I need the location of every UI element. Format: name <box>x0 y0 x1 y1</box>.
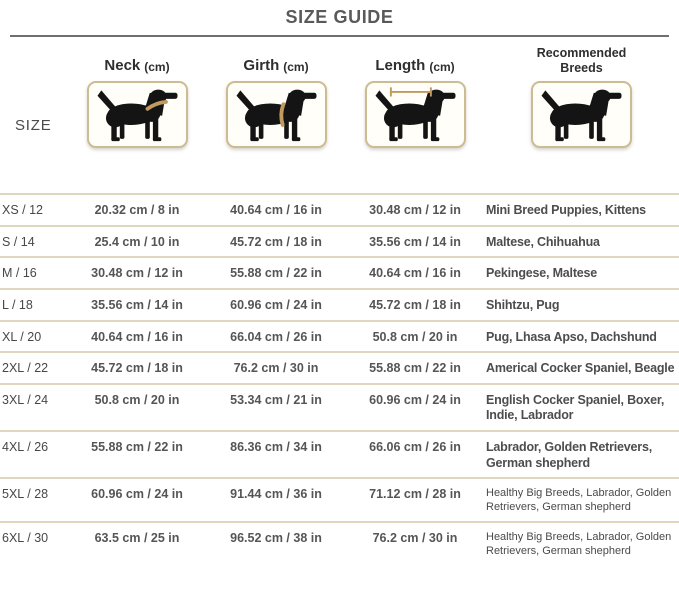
dog-girth-band-icon <box>226 81 327 148</box>
length-column-title <box>375 45 454 81</box>
breeds-cell: English Cocker Spaniel, Boxer, Indie, Labrador <box>486 392 665 423</box>
table-row <box>0 194 679 226</box>
size-cell: XL / 20 <box>2 329 42 344</box>
girth-cell: 45.72 cm / 18 in <box>230 234 322 249</box>
neck-cell: 40.64 cm / 16 in <box>91 329 183 344</box>
table-row <box>0 257 679 289</box>
size-cell: S / 14 <box>2 234 35 249</box>
size-cell: 3XL / 24 <box>2 392 49 407</box>
girth-cell: 53.34 cm / 21 in <box>230 392 322 407</box>
girth-cell: 55.88 cm / 22 in <box>230 266 322 281</box>
breeds-cell: Maltese, Chihuahua <box>486 234 600 249</box>
size-cell: L / 18 <box>2 297 33 312</box>
header-column-neck <box>68 45 206 148</box>
breeds-cell: Pug, Lhasa Apso, Dachshund <box>486 329 657 344</box>
size-cell: 4XL / 26 <box>2 440 49 454</box>
neck-cell: 20.32 cm / 8 in <box>94 203 180 217</box>
header-column-length <box>346 45 484 148</box>
length-unit-label: (cm) <box>429 60 455 74</box>
table-row <box>0 352 679 384</box>
table-header <box>0 45 679 148</box>
breeds-cell: Americal Cocker Spaniel, Beagle <box>486 361 675 376</box>
girth-cell: 66.04 cm / 26 in <box>230 329 322 344</box>
table-row <box>0 522 679 565</box>
length-cell: 50.8 cm / 20 in <box>372 329 458 344</box>
neck-cell: 60.96 cm / 24 in <box>91 487 183 502</box>
table-row <box>0 289 679 321</box>
header-column-girth <box>206 45 346 148</box>
size-cell: 2XL / 22 <box>2 361 49 376</box>
table-row <box>0 431 679 478</box>
breeds-cell: Healthy Big Breeds, Labrador, Golden Retrievers, German shepherd <box>486 530 672 557</box>
breeds-cell: Healthy Big Breeds, Labrador, Golden Retrievers, German shepherd <box>486 487 672 513</box>
breeds-cell: Mini Breed Puppies, Kittens <box>486 203 646 217</box>
size-cell: 6XL / 30 <box>2 530 49 545</box>
size-cell: 5XL / 28 <box>2 487 49 502</box>
neck-cell: 55.88 cm / 22 in <box>91 440 183 454</box>
girth-cell: 60.96 cm / 24 in <box>230 297 322 312</box>
size-cell: M / 16 <box>2 266 37 281</box>
girth-cell: 91.44 cm / 36 in <box>230 487 322 502</box>
dog-length-measure-icon <box>365 81 466 148</box>
breeds-column-title: Recommended Breeds <box>536 45 627 76</box>
length-cell: 55.88 cm / 22 in <box>369 361 461 376</box>
dog-neck-collar-icon <box>87 81 188 148</box>
length-cell: 40.64 cm / 16 in <box>369 266 461 281</box>
breeds-cell: Labrador, Golden Retrievers, German shepherd <box>486 440 652 470</box>
breeds-cell: Pekingese, Maltese <box>486 266 598 281</box>
title-divider <box>10 35 669 37</box>
table-row <box>0 321 679 353</box>
neck-cell: 25.4 cm / 10 in <box>94 234 180 249</box>
neck-cell: 45.72 cm / 18 in <box>91 361 183 376</box>
neck-cell: 30.48 cm / 12 in <box>91 266 183 281</box>
girth-column-title <box>243 45 308 81</box>
table-row <box>0 384 679 431</box>
length-label: Length <box>375 57 426 74</box>
size-cell: XS / 12 <box>2 203 43 217</box>
neck-cell: 50.8 cm / 20 in <box>94 392 180 407</box>
neck-label: Neck <box>104 57 141 74</box>
neck-column-title <box>104 45 169 81</box>
size-guide-table <box>0 193 679 564</box>
header-column-breeds <box>484 45 679 148</box>
breeds-cell: Shihtzu, Pug <box>486 297 560 312</box>
girth-cell: 96.52 cm / 38 in <box>230 530 322 545</box>
length-cell: 30.48 cm / 12 in <box>369 203 461 217</box>
size-column-label: SIZE <box>15 117 52 134</box>
dog-plain-icon <box>531 81 632 148</box>
girth-label: Girth <box>243 57 280 74</box>
girth-unit-label: (cm) <box>283 60 309 74</box>
length-cell: 76.2 cm / 30 in <box>372 530 458 545</box>
neck-cell: 63.5 cm / 25 in <box>94 530 180 545</box>
length-cell: 45.72 cm / 18 in <box>369 297 461 312</box>
page-title: SIZE GUIDE <box>285 7 394 27</box>
table-row <box>0 478 679 522</box>
length-cell: 71.12 cm / 28 in <box>369 487 461 502</box>
neck-cell: 35.56 cm / 14 in <box>91 297 183 312</box>
girth-cell: 86.36 cm / 34 in <box>230 440 322 454</box>
length-cell: 35.56 cm / 14 in <box>369 234 461 249</box>
length-cell: 60.96 cm / 24 in <box>369 392 461 407</box>
length-cell: 66.06 cm / 26 in <box>369 440 461 454</box>
girth-cell: 76.2 cm / 30 in <box>233 361 319 376</box>
girth-cell: 40.64 cm / 16 in <box>230 203 322 217</box>
neck-unit-label: (cm) <box>144 60 170 74</box>
table-row <box>0 226 679 258</box>
